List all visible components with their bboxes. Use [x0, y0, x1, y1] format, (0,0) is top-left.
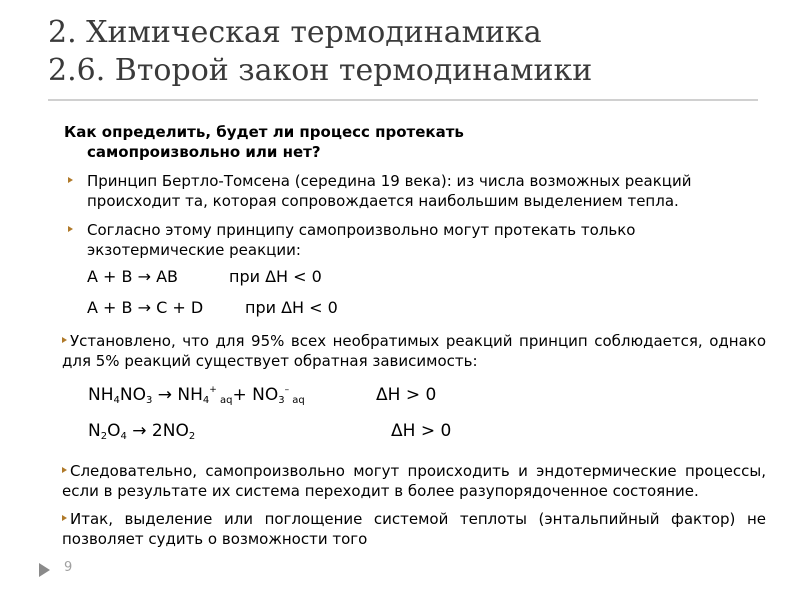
chem-equation-1: [64, 385, 766, 415]
title-line-1: 2. Химическая термодинамика: [48, 15, 542, 50]
equation-1: [64, 266, 766, 288]
chem1-sub: 4: [113, 395, 120, 406]
bullet-icon: [68, 226, 73, 232]
equation-2: [64, 297, 766, 319]
chem1-plus: + NO: [232, 385, 279, 405]
paragraph-4: [62, 461, 766, 501]
title-divider: [48, 99, 758, 101]
slide-body: [64, 122, 766, 549]
paragraph-2-text: Согласно этому принципу самопроизвольно могут протекать только экзотермические реакции:: [87, 221, 636, 259]
chem1-no: NO: [119, 385, 146, 405]
bullet-icon: [62, 515, 67, 521]
chem1-sub: 3: [278, 395, 285, 406]
chem-equation-2: [64, 421, 766, 451]
question-heading: [64, 122, 766, 162]
chem2-sub: 4: [120, 431, 127, 442]
chem1-dh: ΔH > 0: [376, 385, 437, 405]
bullet-paragraph-2: [64, 220, 766, 260]
equation-1-reaction: A + B → AB: [87, 267, 178, 286]
chem1-nh: NH: [88, 385, 114, 405]
bullet-icon: [68, 177, 73, 183]
slide-title: [48, 14, 768, 90]
chem1-sup: +: [209, 385, 217, 395]
chem2-arrow: → 2NO: [126, 421, 189, 441]
bullet-icon: [62, 337, 67, 343]
paragraph-5-text: Итак, выделение или поглощение системой теплоты (энтальпийный фактор) не позволяет судить о возможности того: [62, 510, 766, 548]
page-number: 9: [64, 560, 73, 575]
title-line-2: 2.6. Второй закон термодинамики: [48, 53, 593, 88]
question-line-2: самопроизвольно или нет?: [87, 143, 321, 161]
bullet-paragraph-1: [64, 171, 766, 211]
paragraph-3: [62, 331, 766, 371]
paragraph-3-text: Установлено, что для 95% всех необратимых реакций принцип соблюдается, однако для 5% реакций существует обратная зависимость:: [62, 332, 766, 370]
chem2-dh: ΔH > 0: [391, 421, 452, 441]
chem2-sub: 2: [188, 431, 196, 442]
question-line-1: Как определить, будет ли процесс протекать: [64, 123, 464, 141]
chem1-sub: 4: [202, 395, 210, 406]
equation-2-reaction: A + B → C + D: [87, 298, 204, 317]
chem1-sub: aq: [216, 395, 233, 406]
paragraph-1-text: Принцип Бертло-Томсена (середина 19 века): из числа возможных реакций происходит та, которая сопровождается наибольшим выделением тепла.: [87, 172, 692, 210]
chem2-o: O: [107, 421, 121, 441]
chem2-sub: 2: [100, 431, 108, 442]
equation-2-condition: при ΔH < 0: [245, 298, 338, 317]
chem1-sub: aq: [289, 395, 305, 406]
chem2-n: N: [88, 421, 101, 441]
paragraph-5: [62, 509, 766, 549]
chem1-sup: –: [284, 385, 290, 395]
next-slide-arrow-icon[interactable]: [39, 563, 50, 577]
chem1-arrow: → NH: [152, 385, 203, 405]
equation-1-condition: при ΔH < 0: [229, 267, 322, 286]
chem1-sub: 3: [145, 395, 153, 406]
paragraph-4-text: Следовательно, самопроизвольно могут происходить и эндотермические процессы, если в результате их система переходит в более разупорядоченное состояние.: [62, 462, 766, 500]
bullet-icon: [62, 467, 67, 473]
